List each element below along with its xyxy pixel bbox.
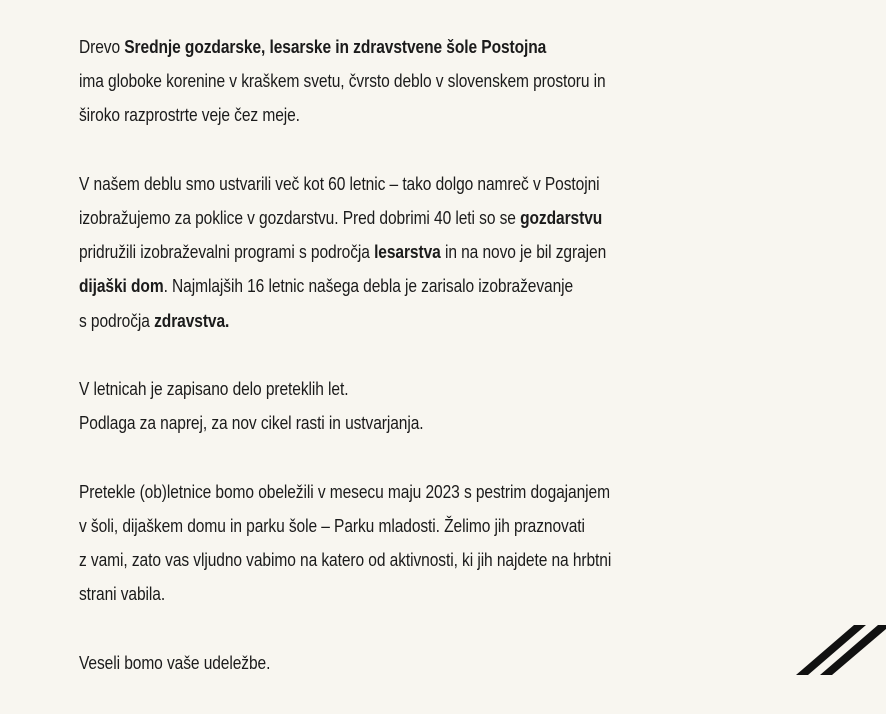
text-line: [79, 235, 607, 269]
paragraph: [79, 30, 606, 133]
text-line: [79, 406, 566, 440]
text-segment: Veseli bomo vaše udeležbe.: [79, 651, 271, 673]
text-segment: široko razprostrte veje čez meje.: [79, 104, 300, 126]
text-segment: Podlaga za naprej, za nov cikel rasti in ustvarjanja.: [79, 412, 424, 434]
text-segment: Pretekle (ob)letnice bomo obeležili v mesecu maju 2023 s pestrim dogajanjem: [79, 480, 610, 502]
text-segment: Drevo: [79, 36, 125, 57]
paragraph: [79, 167, 607, 338]
text-line: [79, 372, 566, 406]
text-segment: V našem deblu smo ustvarili več kot 60 letnic – tako dolgo namreč v Postojni: [79, 172, 600, 194]
bold-text: zdravstva.: [154, 309, 230, 331]
text-line: [79, 304, 566, 338]
paragraph: [79, 475, 612, 612]
text-segment: V letnicah je zapisano delo preteklih let.: [79, 378, 349, 399]
text-segment: ima globoke korenine v kraškem svetu, čvrsto deblo v slovenskem prostoru in: [79, 70, 606, 92]
text-segment: . Najmlajših 16 letnic našega debla je zarisalo izobraževanje: [163, 275, 574, 297]
invitation-letter: [79, 30, 612, 714]
diagonal-stripes-icon: [796, 625, 886, 675]
text-segment: z vami, zato vas vljudno vabimo na katero od aktivnosti, ki jih najdete na hrbtni: [79, 549, 612, 570]
text-line: [79, 167, 600, 201]
bold-text: gozdarstvu: [520, 207, 603, 228]
text-segment: pridružili izobraževalni programi s področja: [79, 241, 375, 263]
text-line: [79, 201, 603, 235]
text-line: [79, 30, 566, 64]
text-line: [79, 509, 585, 543]
text-segment: v šoli, dijaškem domu in parku šole – Parku mladosti. Želimo jih praznovati: [79, 514, 585, 536]
text-line: [79, 98, 566, 132]
paragraph: [79, 372, 566, 440]
bold-text: dijaški dom: [79, 275, 164, 297]
text-segment: in na novo je bil zgrajen: [440, 241, 607, 263]
text-segment: strani vabila.: [79, 583, 166, 605]
text-line: [79, 64, 606, 98]
text-segment: izobražujemo za poklice v gozdarstvu. Pred dobrimi 40 leti so se: [79, 207, 521, 228]
bold-text: lesarstva: [374, 241, 441, 263]
text-line: [79, 475, 610, 509]
text-line: [79, 543, 612, 577]
text-line: [79, 269, 574, 303]
text-segment: s področja: [79, 309, 155, 331]
bold-text: Srednje gozdarske, lesarske in zdravstvene šole Postojna: [124, 36, 547, 57]
text-line: [79, 577, 566, 611]
